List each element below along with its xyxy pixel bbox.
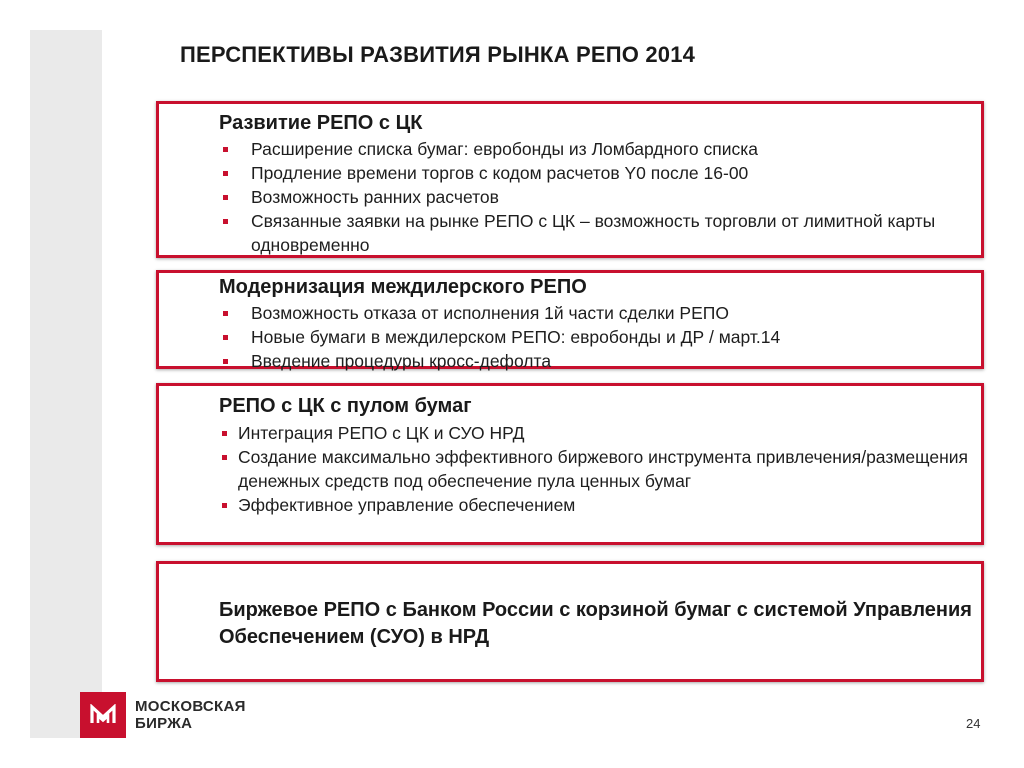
bullet-item: Интеграция РЕПО с ЦК и СУО НРД — [219, 421, 979, 445]
bullet-list — [219, 137, 979, 257]
bullet-item: Связанные заявки на рынке РЕПО с ЦК – возможность торговли от лимитной карты одновременно — [219, 209, 979, 257]
bullet-item: Возможность ранних расчетов — [219, 185, 979, 209]
moex-logo-glyph — [88, 704, 118, 726]
logo-line-1: МОСКОВСКАЯ — [135, 698, 246, 715]
section-box-central-bank-repo — [156, 561, 984, 682]
bullet-item: Продление времени торгов с кодом расчетов Y0 после 16-00 — [219, 161, 979, 185]
logo-wordmark — [135, 698, 246, 732]
section-title: Развитие РЕПО с ЦК — [219, 112, 423, 134]
bullet-item: Возможность отказа от исполнения 1й части сделки РЕПО — [219, 301, 979, 325]
bullet-item: Создание максимально эффективного биржевого инструмента привлечения/размещения денежных средств под обеспечение пула ценных бумаг — [219, 445, 979, 493]
logo-line-2: БИРЖА — [135, 715, 193, 732]
section-title: Модернизация междилерского РЕПО — [219, 276, 587, 298]
left-side-band — [30, 30, 102, 738]
section-statement: Биржевое РЕПО с Банком России с корзиной бумаг с системой Управления Обеспечением (СУО) в НРД — [219, 599, 972, 648]
section-title: РЕПО с ЦК с пулом бумаг — [219, 395, 472, 417]
moscow-exchange-logo — [80, 692, 246, 738]
bullet-item: Введение процедуры кросс-дефолта — [219, 349, 979, 373]
bullet-list — [219, 421, 979, 517]
bullet-list — [219, 301, 979, 373]
bullet-item: Эффективное управление обеспечением — [219, 493, 979, 517]
section-box-pool-repo — [156, 383, 984, 545]
slide-title: ПЕРСПЕКТИВЫ РАЗВИТИЯ РЫНКА РЕПО 2014 — [180, 42, 696, 67]
section-box-interdealer-repo — [156, 270, 984, 369]
section-box-ccp-repo — [156, 101, 984, 258]
moex-logo-icon — [80, 692, 126, 738]
page-number: 24 — [966, 716, 981, 731]
bullet-item: Новые бумаги в междилерском РЕПО: евробонды и ДР / март.14 — [219, 325, 979, 349]
bullet-item: Расширение списка бумаг: евробонды из Ломбардного списка — [219, 137, 979, 161]
